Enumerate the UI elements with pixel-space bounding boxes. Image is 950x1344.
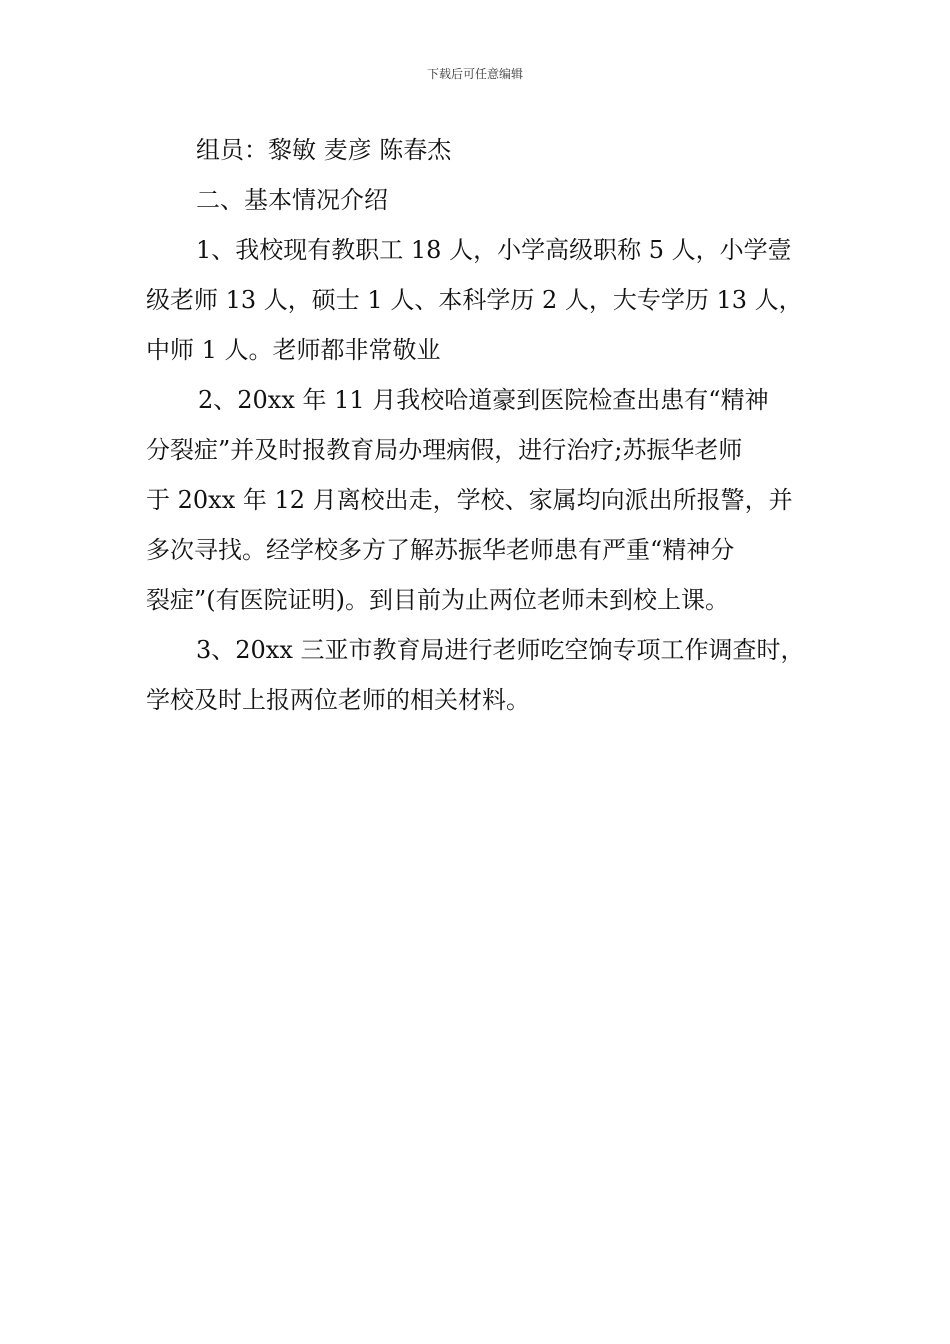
section-heading xyxy=(146,178,810,228)
page-header: 下载后可任意编辑 xyxy=(426,67,523,81)
paragraph-line: 二、基本情况介绍 xyxy=(196,186,388,214)
paragraph-line: 级老师 13 人，硕士 1 人、本科学历 2 人，大专学历 13 人， xyxy=(146,286,803,314)
paragraph-line: 1、我校现有教职工 18 人，小学高级职称 5 人，小学壹 xyxy=(196,236,792,264)
paragraph-line: 中师 1 人。老师都非常敬业 xyxy=(146,336,441,364)
paragraph-line: 学校及时上报两位老师的相关材料。 xyxy=(146,686,530,714)
paragraph-line: 组员：黎敏 麦彦 陈春杰 xyxy=(196,136,452,164)
paragraph-line: 裂症”(有医院证明)。到目前为止两位老师未到校上课。 xyxy=(146,586,729,614)
paragraph-line: 多次寻找。经学校多方了解苏振华老师患有严重“精神分 xyxy=(146,536,735,564)
paragraph-line: 2、20xx 年 11 月我校哈道豪到医院检查出患有“精神 xyxy=(198,386,769,414)
item-2-paragraph xyxy=(146,378,810,628)
members-paragraph xyxy=(146,128,810,178)
item-3-paragraph xyxy=(146,628,810,728)
paragraph-line: 分裂症”并及时报教育局办理病假，进行治疗;苏振华老师 xyxy=(146,436,743,464)
paragraph-line: 于 20xx 年 12 月离校出走，学校、家属均向派出所报警，并 xyxy=(146,486,793,514)
item-1-paragraph xyxy=(146,228,810,378)
paragraph-line: 3、20xx 三亚市教育局进行老师吃空饷专项工作调查时， xyxy=(196,636,805,664)
document-body xyxy=(146,128,810,728)
